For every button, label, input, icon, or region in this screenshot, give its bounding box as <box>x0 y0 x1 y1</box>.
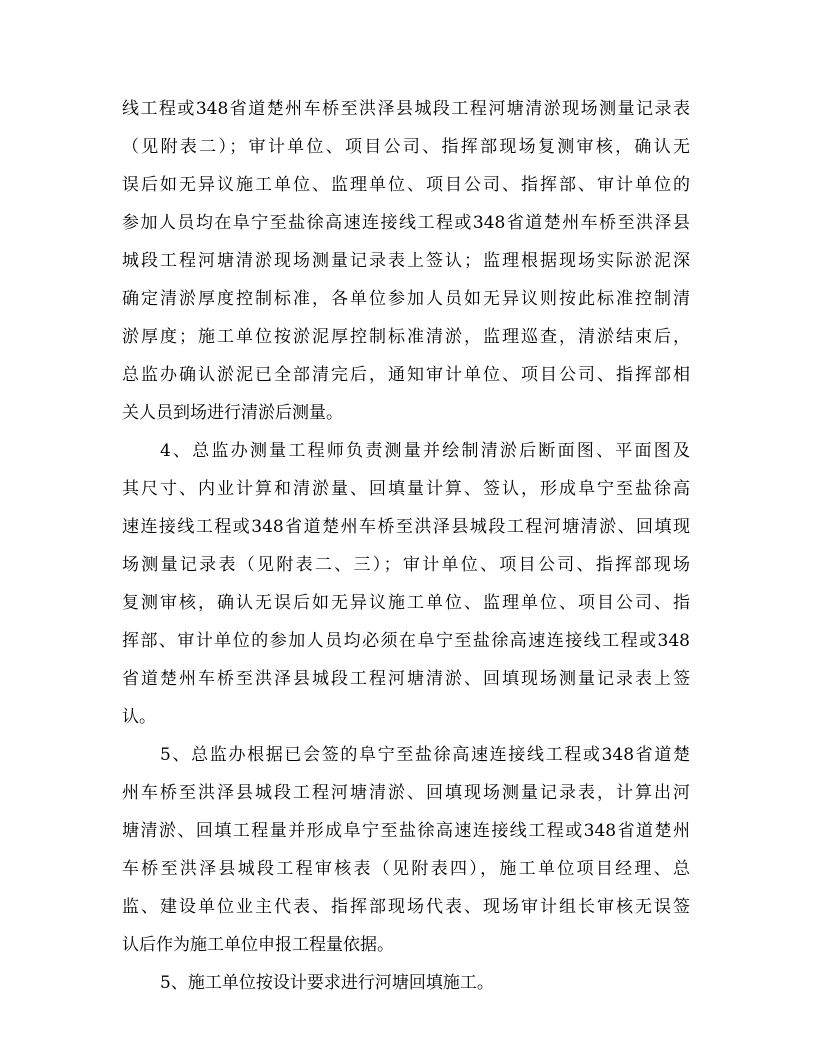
paragraph-line: 塘清淤、回填工程量并形成阜宁至盐徐高速连接线工程或348省道楚州 <box>122 821 690 841</box>
paragraph-line: 城段工程河塘清淤现场测量记录表上签认；监理根据现场实际淤泥深 <box>122 251 690 271</box>
paragraph-line: 5、施工单位按设计要求进行河塘回填施工。 <box>160 973 494 993</box>
paragraph-line: 省道楚州车桥至洪泽县城段工程河塘清淤、回填现场测量记录表上签 <box>122 669 690 689</box>
paragraph-line: 误后如无异议施工单位、监理单位、项目公司、指挥部、审计单位的 <box>122 175 690 195</box>
paragraph-line: 认后作为施工单位申报工程量依据。 <box>122 935 394 955</box>
paragraph-line: （见附表二）；审计单位、项目公司、指挥部现场复测审核，确认无 <box>122 137 690 157</box>
paragraph-line: 监、建设单位业主代表、指挥部现场代表、现场审计组长审核无误签 <box>122 897 690 917</box>
paragraph-line: 5、总监办根据已会签的阜宁至盐徐高速连接线工程或348省道楚 <box>160 745 690 765</box>
paragraph-line: 4、总监办测量工程师负责测量并绘制清淤后断面图、平面图及 <box>160 441 690 461</box>
paragraph-line: 复测审核，确认无误后如无异议施工单位、监理单位、项目公司、指 <box>122 593 690 613</box>
paragraph-line: 场测量记录表（见附表二、三）；审计单位、项目公司、指挥部现场 <box>122 555 690 575</box>
paragraph-line: 认。 <box>122 707 156 727</box>
paragraph-line: 速连接线工程或348省道楚州车桥至洪泽县城段工程河塘清淤、回填现 <box>122 517 690 537</box>
paragraph-line: 车桥至洪泽县城段工程审核表（见附表四），施工单位项目经理、总 <box>122 859 690 879</box>
paragraph-line: 总监办确认淤泥已全部清完后，通知审计单位、项目公司、指挥部相 <box>122 365 690 385</box>
paragraph-line: 确定清淤厚度控制标准，各单位参加人员如无异议则按此标准控制清 <box>122 289 690 309</box>
paragraph-line: 关人员到场进行清淤后测量。 <box>122 403 343 423</box>
paragraph-line: 其尺寸、内业计算和清淤量、回填量计算、签认，形成阜宁至盐徐高 <box>122 479 690 499</box>
paragraph-line: 挥部、审计单位的参加人员均必须在阜宁至盐徐高速连接线工程或348 <box>122 631 690 651</box>
paragraph-line: 参加人员均在阜宁至盐徐高速连接线工程或348省道楚州车桥至洪泽县 <box>122 213 690 233</box>
paragraph-line: 州车桥至洪泽县城段工程河塘清淤、回填现场测量记录表，计算出河 <box>122 783 690 803</box>
paragraph-line: 线工程或348省道楚州车桥至洪泽县城段工程河塘清淤现场测量记录表 <box>122 99 690 119</box>
paragraph-line: 淤厚度；施工单位按淤泥厚控制标准清淤，监理巡查，清淤结束后， <box>122 327 690 347</box>
